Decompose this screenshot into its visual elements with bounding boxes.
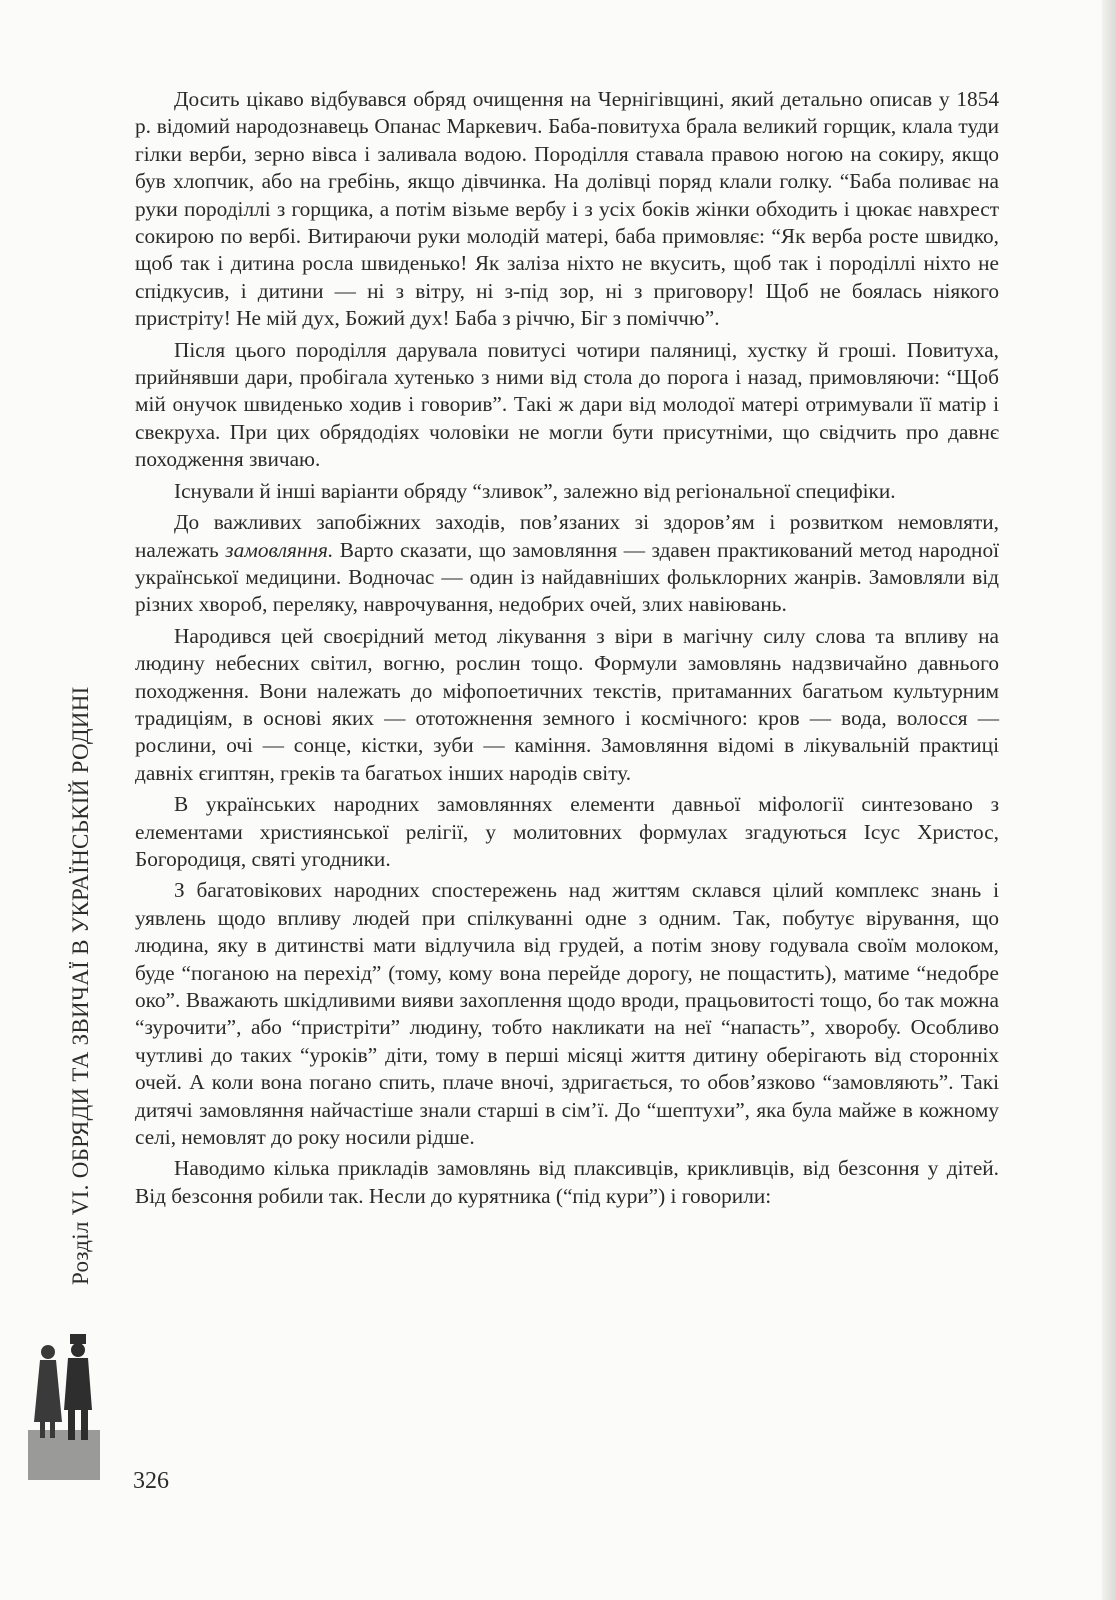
paragraph: [135, 86, 999, 333]
paragraph: [135, 337, 999, 474]
paragraph-text: Досить цікаво відбувався обряд очищення на Чернігівщині, який детально описав у 1854 р. відомий народознавець Опанас Маркевич. Баба-повитуха брала великий горщик, клала туди гілки верби, зерно вівса і заливала водою. Породілля ставала правою ногою на сокиру, якщо був хлопчик, або на гребінь, якщо дівчинка. На долівці поряд клали голку. “Баба поливає на руки породіллі з горщика, а потім візьме вербу і з усіх боків жінки обходить і цюкає навхрест сокирою по вербі. Витираючи руки молодій матері, баба примовляє: “Як верба росте швидко, щоб так і дитина росла швиденько! Як заліза ніхто не вкусить, щоб так і породіллі ніхто не спідкусив, і дитини — ні з вітру, ні з-під зор, ні з приговору! Щоб не боялась ніякого пристріту! Не мій дух, Божий дух! Баба з річчю, Біг з поміччю”.: [135, 87, 999, 331]
emphasized-term: замовляння.: [225, 537, 334, 562]
paragraph-text: Наводимо кілька прикладів замовлянь від плаксивців, крикливців, від безсоння у дітей. Від безсоння робили так. Несли до курятника (“під кури”) і говорили:: [135, 1156, 999, 1208]
paragraph-text: В українських народних замовляннях елементи давньої міфології синтезовано з елементами християнської релігії, у молитовних формулах згадуються Ісус Христос, Богородиця, святі угодники.: [135, 792, 999, 871]
paragraph: [135, 478, 999, 505]
paragraph-text: До важливих запобіжних заходів, пов’язаних зі здоров’ям і розвитком немовляти, належать: [135, 510, 999, 562]
ornament-base: [28, 1430, 100, 1480]
folk-figure-man: [64, 1334, 92, 1440]
folk-figure-woman: [34, 1345, 62, 1438]
folk-figures-ornament: [28, 1330, 100, 1480]
paragraph-text: З багатовікових народних спостережень над життям склався цілий комплекс знань і уявлень щодо впливу людей при спілкуванні одне з одним. Так, побутує вірування, що людина, яку в дитинстві мати відлучила від грудей, а потім знову годувала своїм молоком, буде “поганою на перехід” (тому, кому вона перейде дорогу, не пощастить), матиме “недобре око”. Вважають шкідливими вияви захоплення щодо вроди, працьовитості тощо, бо так можна “зурочити”, або “пристріти” людину, тобто накликати на неї “напасть”, хворобу. Особливо чутливі до таких “уроків” діти, тому в перші місяці життя дитину оберігають від сторонніх очей. А коли вона погано спить, плаче вночі, здригається, то обов’язково “замовляють”. Такі дитячі замовляння найчастіше знали старші в сім’ї. До “шептухи”, яка була майже в кожному селі, немовлят до року носили рідше.: [135, 878, 999, 1150]
paragraph: [135, 877, 999, 1151]
paragraph-text: Народився цей своєрідний метод лікування з віри в магічну силу слова та впливу на людину небесних світил, вогню, рослин тощо. Формули замовлянь надзвичайно давнього походження. Вони належать до міфопоетичних текстів, притаманних багатьом культурним традиціям, в основі яких — ототожнення земного і космічного: кров — вода, волосся — рослини, очі — сонце, кістки, зуби — каміння. Замовляння відомі в лікувальній практиці давніх єгиптян, греків та багатьох інших народів світу.: [135, 623, 999, 785]
page-number: 326: [133, 1468, 169, 1494]
paragraph: [135, 791, 999, 873]
paragraph-text: Варто сказати, що замовляння — здавен практикований метод народної української медицини. Водночас — один із найдавніших фольклорних жанрів. Замовляли від різних хвороб, переляку, наврочування, недобрих очей, злих навіювань.: [135, 537, 1000, 617]
paragraph-text: Існували й інші варіанти обряду “зливок”, залежно від регіональної специфіки.: [174, 478, 896, 503]
page-edge: [1102, 0, 1116, 1600]
main-text: [135, 86, 999, 1214]
paragraph: [135, 623, 999, 787]
paragraph-text: Після цього породілля дарувала повитусі чотири паляниці, хустку й гроші. Повитуха, прийнявши дари, пробігала хутенько з ними від стола до порога і назад, примовляючи: “Щоб мій онучок швиденько ходив і говорив”. Такі ж дари від молодої матері отримували її матір і свекруха. При цих обрядодіях чоловіки не могли бути присутніми, що свідчить про давнє походження звичаю.: [135, 337, 999, 472]
section-running-title: Розділ VI. ОБРЯДИ ТА ЗВИЧАЇ В УКРАЇНСЬКІЙ РОДИНІ: [68, 686, 93, 1285]
paragraph: [135, 1155, 999, 1210]
paragraph: [135, 509, 999, 619]
